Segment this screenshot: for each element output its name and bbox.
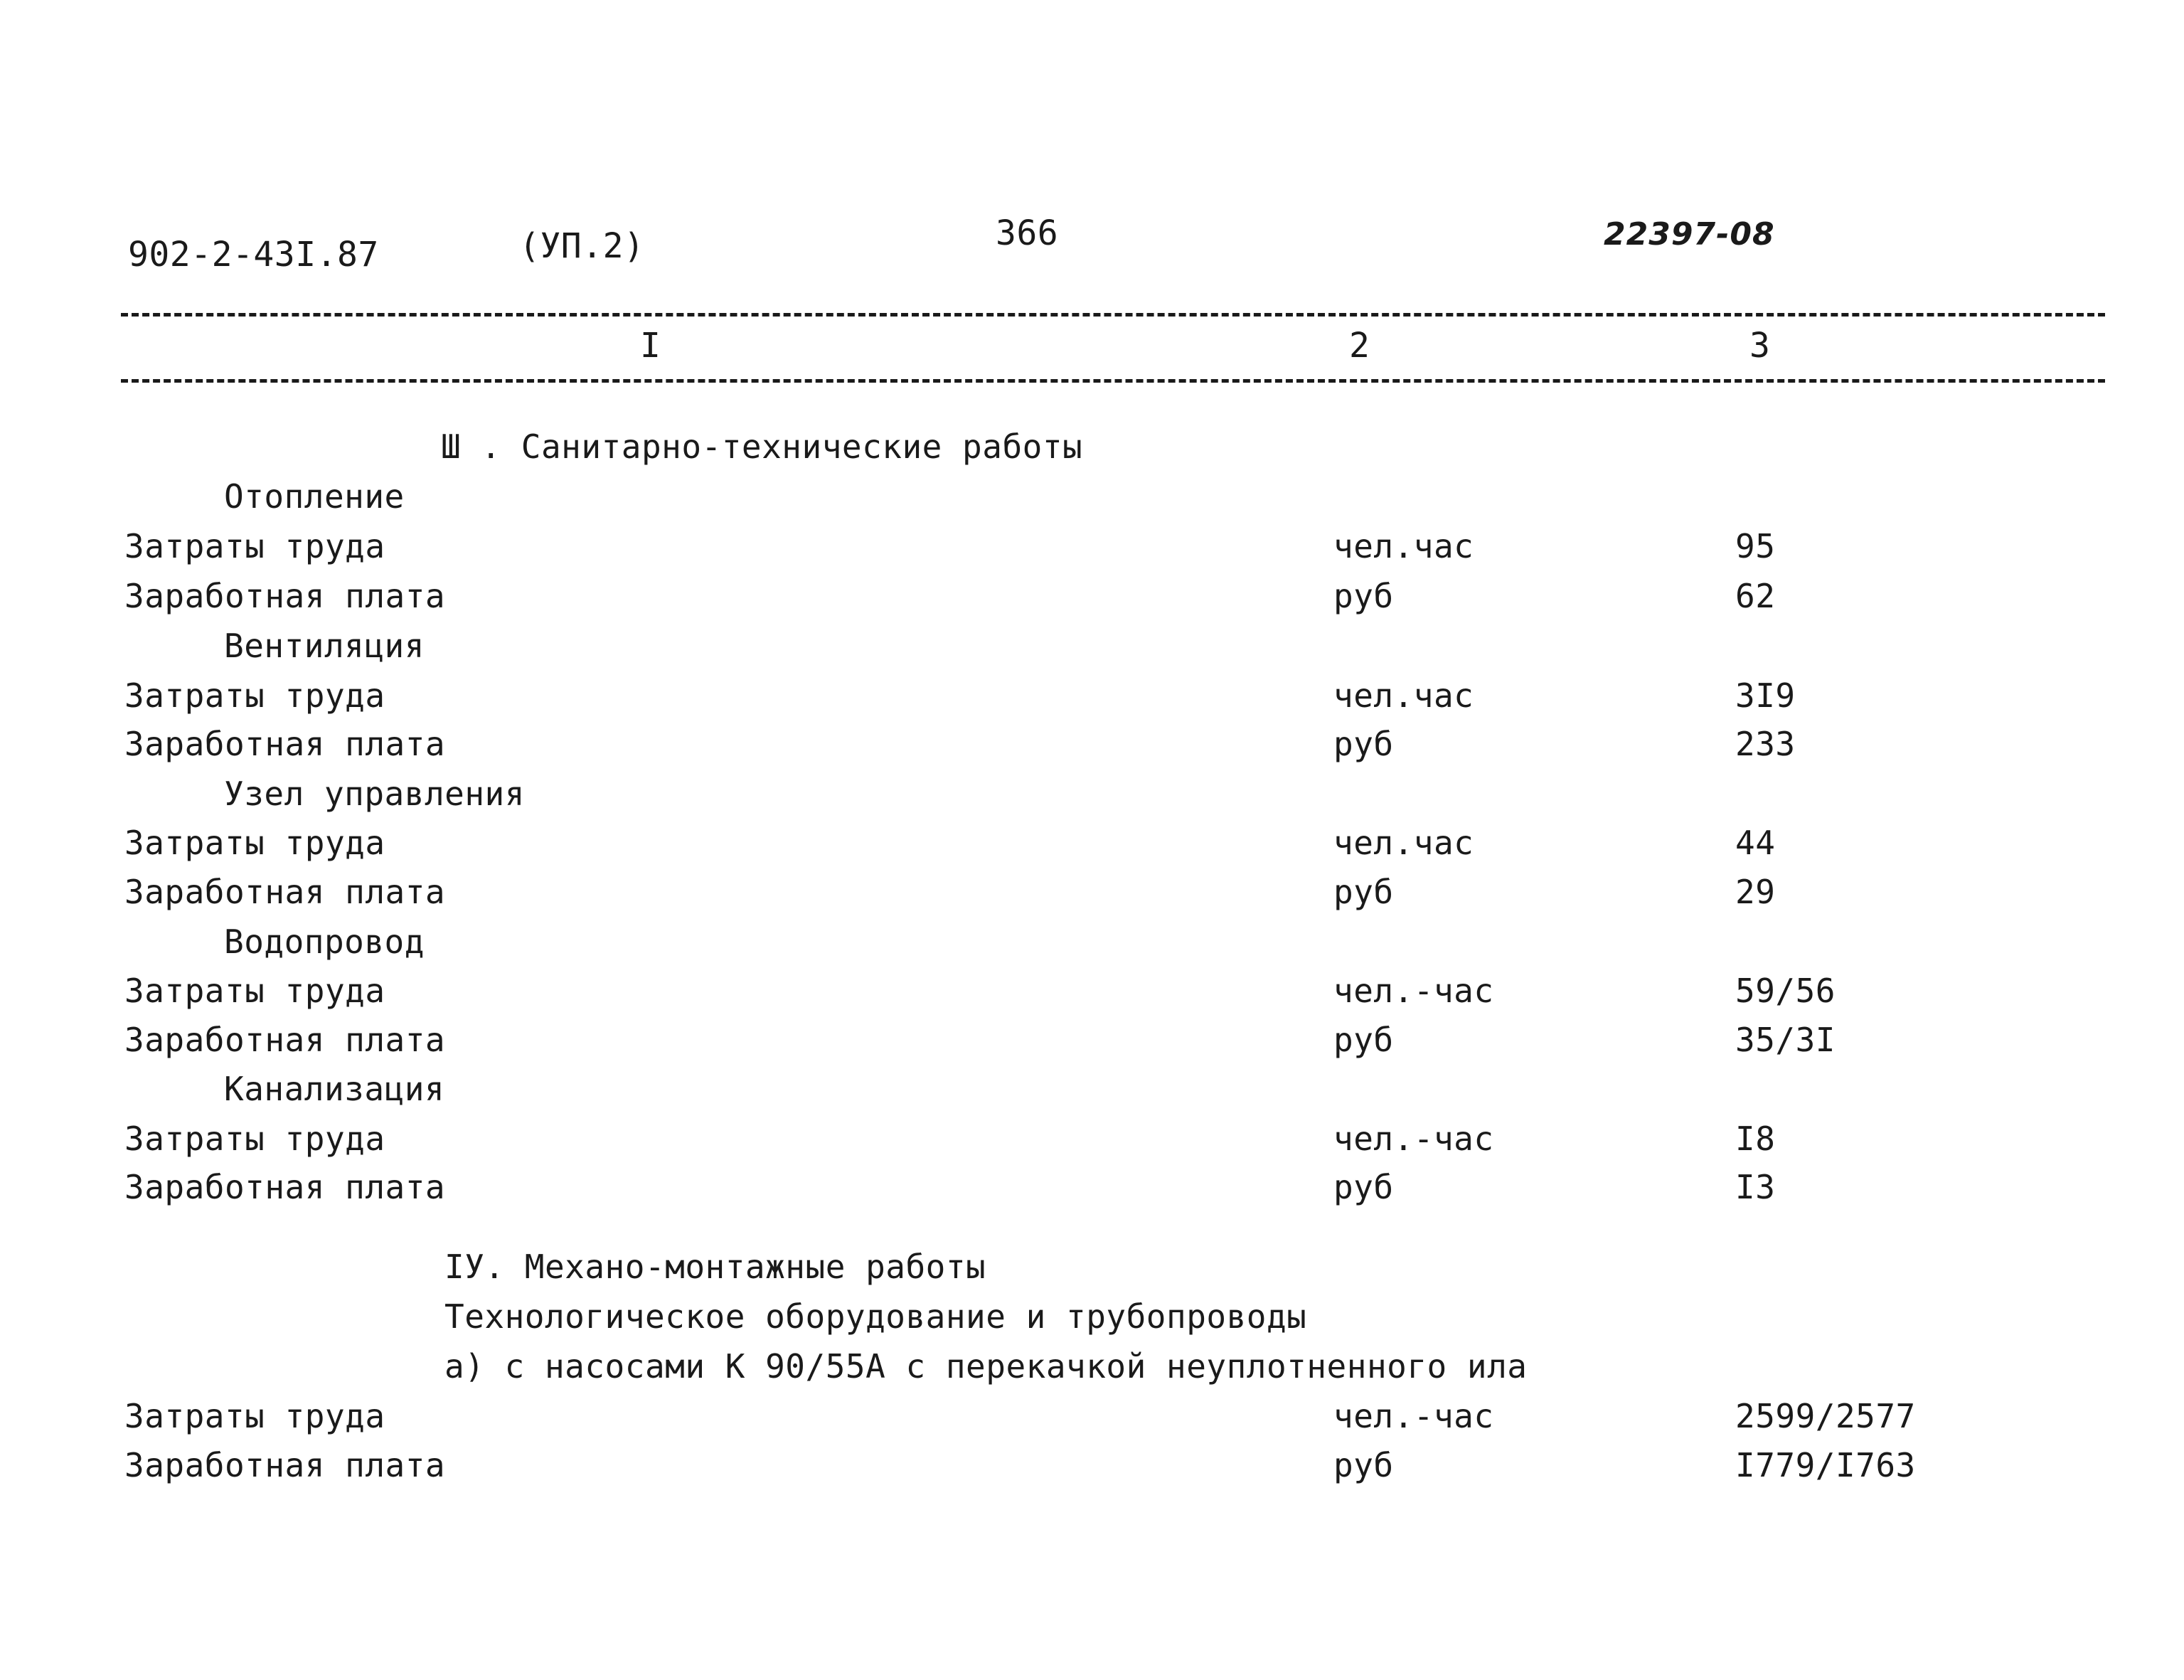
row-label: Заработная плата xyxy=(124,873,446,911)
section-3-title: Ш . Санитарно-технические работы xyxy=(441,427,1083,466)
row-unit: чел.-час xyxy=(1333,1120,1494,1158)
row-unit: чел.час xyxy=(1333,527,1474,565)
row-unit: руб xyxy=(1333,577,1394,615)
section-4-title: IУ. Механо-монтажные работы xyxy=(444,1248,986,1286)
row-unit: чел.-час xyxy=(1333,972,1494,1010)
group-heading: Отопление xyxy=(224,477,405,516)
top-dashed-rule xyxy=(121,313,2105,317)
row-value: I8 xyxy=(1735,1120,1776,1158)
row-unit: руб xyxy=(1333,1446,1394,1484)
column-header-1: I xyxy=(640,326,661,366)
row-value: 35/3I xyxy=(1735,1021,1836,1059)
group-heading: Водопровод xyxy=(224,923,425,961)
row-value: 233 xyxy=(1735,725,1796,763)
row-value: 59/56 xyxy=(1735,972,1836,1010)
row-unit: чел.-час xyxy=(1333,1397,1494,1435)
row-unit: руб xyxy=(1333,873,1394,911)
row-value: 29 xyxy=(1735,873,1776,911)
row-value: 44 xyxy=(1735,824,1776,862)
section-4-subtitle: Технологическое оборудование и трубопроводы xyxy=(444,1297,1307,1336)
row-value: I3 xyxy=(1735,1168,1776,1206)
row-label: Затраты труда xyxy=(124,972,385,1010)
row-value: 62 xyxy=(1735,577,1776,615)
row-value: 2599/2577 xyxy=(1735,1397,1916,1435)
page-number: 366 xyxy=(996,213,1059,253)
document-code: 902-2-43I.87 xyxy=(128,235,379,275)
row-label: Заработная плата xyxy=(124,577,446,615)
volume-label: (УП.2) xyxy=(519,226,645,266)
group-heading: Узел управления xyxy=(224,775,525,813)
row-unit: чел.час xyxy=(1333,824,1474,862)
row-label: Затраты труда xyxy=(124,527,385,565)
row-label: Затраты труда xyxy=(124,1120,385,1158)
row-label: Заработная плата xyxy=(124,1168,446,1206)
row-value: 95 xyxy=(1735,527,1776,565)
group-heading: Канализация xyxy=(224,1070,445,1108)
inventory-number: 22397-08 xyxy=(1604,216,1775,252)
row-value: 3I9 xyxy=(1735,676,1796,715)
row-label: Заработная плата xyxy=(124,725,446,763)
section-4-item: а) с насосами К 90/55А с перекачкой неуплотненного ила xyxy=(444,1347,1528,1386)
bottom-dashed-rule xyxy=(121,379,2105,383)
row-unit: руб xyxy=(1333,725,1394,763)
column-header-2: 2 xyxy=(1349,326,1370,366)
row-value: I779/I763 xyxy=(1735,1446,1916,1484)
group-heading: Вентиляция xyxy=(224,627,425,665)
row-label: Заработная плата xyxy=(124,1021,446,1059)
row-label: Заработная плата xyxy=(124,1446,446,1484)
row-unit: руб xyxy=(1333,1168,1394,1206)
row-label: Затраты труда xyxy=(124,676,385,715)
row-label: Затраты труда xyxy=(124,824,385,862)
row-label: Затраты труда xyxy=(124,1397,385,1435)
row-unit: руб xyxy=(1333,1021,1394,1059)
column-header-3: 3 xyxy=(1749,326,1770,366)
row-unit: чел.час xyxy=(1333,676,1474,715)
